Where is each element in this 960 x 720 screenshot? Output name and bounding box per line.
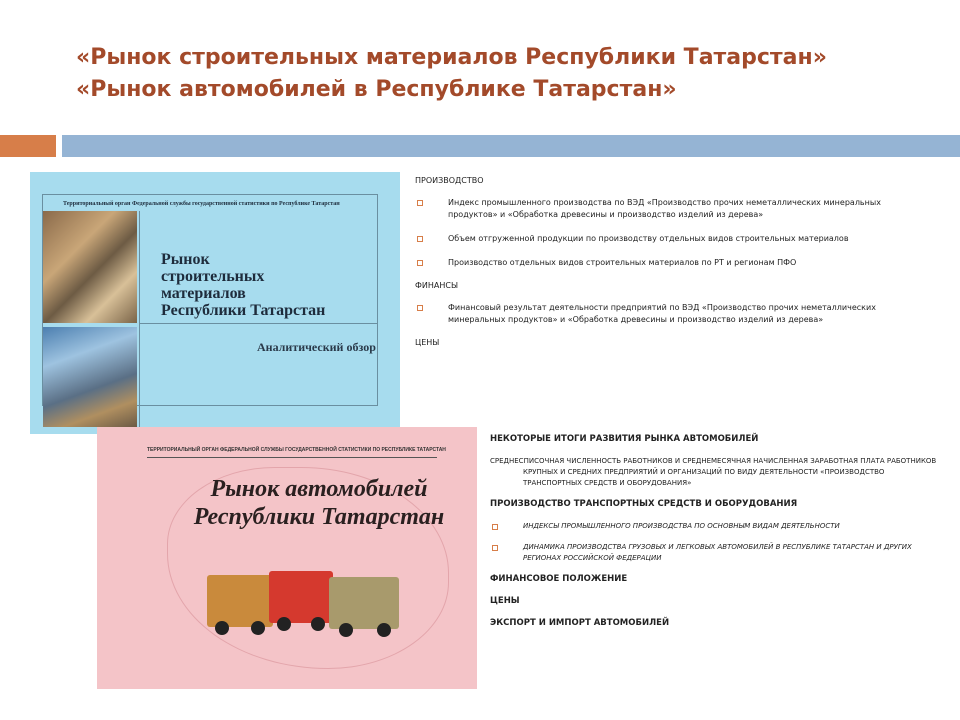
list-item: Индекс промышленного производства по ВЭД «Производство прочих неметаллических минеральных продуктов» и «Обработка древесины и производство изделий из дерева»: [415, 197, 910, 221]
wheel-icon: [377, 623, 391, 637]
cover-car-market: [97, 427, 477, 689]
cover-subtitle: Аналитический обзор: [257, 340, 376, 354]
section-heading: ПРОИЗВОДСТВО ТРАНСПОРТНЫХ СРЕДСТВ И ОБОРУДОВАНИЯ: [490, 499, 798, 509]
cover-frame: [42, 194, 378, 406]
truck-icon: [269, 571, 333, 623]
section-heading: ФИНАНСОВОЕ ПОЛОЖЕНИЕ: [490, 574, 628, 584]
bullet-icon: [417, 200, 423, 206]
truck-icon: [329, 577, 399, 629]
list-item: ДИНАМИКА ПРОИЗВОДСТВА ГРУЗОВЫХ И ЛЕГКОВЫХ АВТОМОБИЛЕЙ В РЕСПУБЛИКЕ ТАТАРСТАН И ДРУГИХ РЕГИОНАХ РОССИЙСКОЙ ФЕДЕРАЦИИ: [490, 542, 940, 564]
section-heading: НЕКОТОРЫЕ ИТОГИ РАЗВИТИЯ РЫНКА АВТОМОБИЛЕЙ: [490, 434, 759, 444]
divider: [139, 211, 140, 427]
cover-title-line: материалов: [161, 285, 246, 302]
cover-photo-materials: [43, 211, 137, 323]
list-item: Финансовый результат деятельности предприятий по ВЭД «Производство прочих неметаллических минеральных продуктов» и «Обработка древесины и производство изделий из дерева»: [415, 302, 910, 326]
divider: [147, 457, 437, 458]
cover-title-line: Рынок: [161, 251, 210, 268]
bullet-icon: [417, 305, 423, 311]
cover-building-materials: [30, 172, 400, 434]
section-heading: ЦЕНЫ: [490, 596, 520, 606]
cover-title-line: Республики Татарстан: [161, 302, 326, 319]
wheel-icon: [215, 621, 229, 635]
title-line-2: «Рынок автомобилей в Республике Татарстан»: [76, 77, 677, 102]
truck-icon: [207, 575, 273, 627]
section-heading: ФИНАНСЫ: [415, 281, 459, 290]
list-item: Производство отдельных видов строительных материалов по РТ и регионам ПФО: [415, 257, 910, 269]
list-item: Объем отгруженной продукции по производству отдельных видов строительных материалов: [415, 233, 910, 245]
slide-title: [76, 42, 936, 106]
section-heading: ПРОИЗВОДСТВО: [415, 176, 484, 185]
bullet-icon: [492, 545, 498, 551]
wheel-icon: [251, 621, 265, 635]
cover-title-line: строительных: [161, 268, 265, 285]
section-heading: ЭКСПОРТ И ИМПОРТ АВТОМОБИЛЕЙ: [490, 618, 670, 628]
cover-photo-construction: [43, 327, 137, 427]
cover-title-line: Рынок автомобилей: [210, 476, 428, 502]
wheel-icon: [311, 617, 325, 631]
list-item: ИНДЕКСЫ ПРОМЫШЛЕННОГО ПРОИЗВОДСТВА ПО ОСНОВНЫМ ВИДАМ ДЕЯТЕЛЬНОСТИ: [490, 521, 940, 532]
title-line-1: «Рынок строительных материалов Республики Татарстан»: [76, 45, 827, 70]
cover-title: [161, 251, 381, 319]
accent-bar: [0, 135, 56, 157]
divider: [139, 323, 377, 324]
wheel-icon: [339, 623, 353, 637]
cover-title-line: Республики Татарстан: [193, 504, 445, 530]
cover-agency: ТЕРРИТОРИАЛЬНЫЙ ОРГАН ФЕДЕРАЛЬНОЙ СЛУЖБЫ ГОСУДАРСТВЕННОЙ СТАТИСТИКИ ПО РЕСПУБЛИКЕ ТАТАРСТАН: [147, 447, 446, 453]
section-paragraph: СРЕДНЕСПИСОЧНАЯ ЧИСЛЕННОСТЬ РАБОТНИКОВ И СРЕДНЕМЕСЯЧНАЯ НАЧИСЛЕННАЯ ЗАРАБОТНАЯ ПЛАТА РАБОТНИКОВ КРУПНЫХ И СРЕДНИХ ПРЕДПРИЯТИЙ И ОРГАНИЗАЦИЙ ПО ВИДУ ДЕЯТЕЛЬНОСТИ «ПРОИЗВОДСТВО ТРАНСПОРТНЫХ СРЕДСТВ И ОБОРУДОВАНИЯ»: [490, 457, 937, 487]
bullet-icon: [417, 260, 423, 266]
cover-agency: Территориальный орган Федеральной службы государственной статистики по Республике Татарстан: [63, 201, 340, 207]
header-band: [62, 135, 960, 157]
car-market-contents: [490, 434, 940, 640]
cover-title: [189, 475, 449, 531]
bullet-icon: [417, 236, 423, 242]
bullet-icon: [492, 524, 498, 530]
section-heading: ЦЕНЫ: [415, 338, 440, 347]
building-materials-contents: [415, 176, 910, 359]
wheel-icon: [277, 617, 291, 631]
